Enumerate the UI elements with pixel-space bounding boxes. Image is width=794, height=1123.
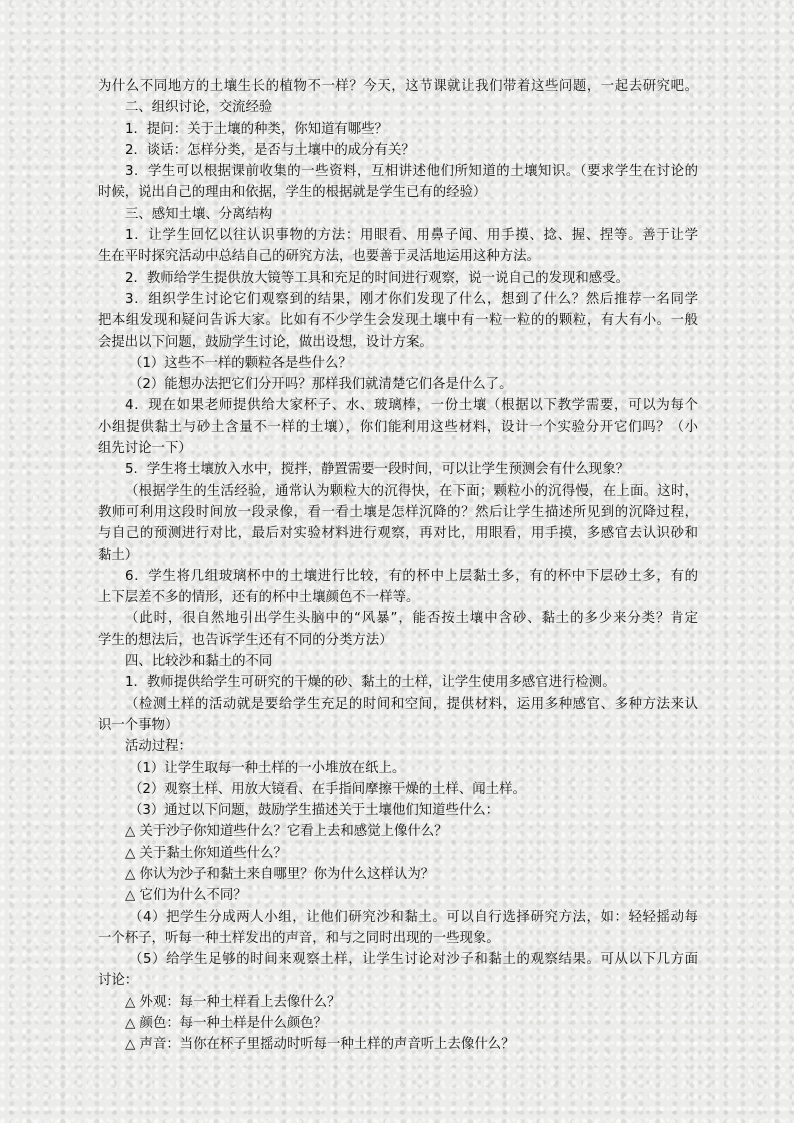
text-line: 教师可利用这段时间放一段录像，看一看土壤是怎样沉降的？然后让学生描述所见到的沉降过程， [98,504,698,520]
text-line: 为什么不同地方的土壤生长的植物不一样？今天，这节课就让我们带着这些问题，一起去研究吧。 [98,79,698,94]
text-line: 把本组发现和疑问告诉大家。比如有不少学生会发现土壤中有一粒一粒的的颗粒，有大有小。一般 [98,313,698,329]
text-line: 学生的想法后，也告诉学生还有不同的分类方法） [98,632,393,648]
text-line: （2）观察土样、用放大镜看、在手指间摩擦干燥的土样、闻土样。 [129,781,526,797]
text-line: （2）能想办法把它们分开吗？那样我们就清楚它们各是什么了。 [129,377,513,393]
text-line: 小组提供黏土与砂土含量不一样的土壤），你们能利用这些材料，设计一个实验分开它们吗？（小 [98,419,698,435]
text-line: 一个杯子，听每一种土样发出的声音，和与之同时出现的一些现象。 [98,930,500,946]
text-line: （5）给学生足够的时间来观察土样，让学生讨论对沙子和黏土的观察结果。可从以下几方面 [129,952,698,968]
text-line: 2．教师给学生提供放大镜等工具和充足的时间进行观察，说一说自己的发现和感受。 [125,270,629,286]
text-line: 四、比较沙和黏土的不同 [125,654,273,670]
text-line: 3．学生可以根据课前收集的一些资料，互相讲述他们所知道的土壤知识。（要求学生在讨论的 [125,164,698,180]
text-line: 4．现在如果老师提供给大家杯子、水、玻璃棒，一份土壤（根据以下教学需要，可以为每个 [125,398,698,414]
text-line: 讨论： [98,973,139,989]
text-line: （1）这些不一样的颗粒各是些什么？ [129,355,352,371]
text-line: △ 它们为什么不同？ [125,888,247,904]
text-line: △ 外观：每一种土样看上去像什么？ [125,994,341,1010]
text-line: 识一个事物） [98,717,179,733]
text-line: （1）让学生取每一种土样的一小堆放在纸上。 [129,760,406,776]
document-page [98,76,698,1056]
text-line: 与自己的预测进行对比，最后对实验材料进行观察，再对比，用眼看，用手摸，多感官去认识砂和 [98,526,698,542]
text-line: 6．学生将几组玻璃杯中的土壤进行比较，有的杯中上层黏土多，有的杯中下层砂土多，有的 [125,568,698,584]
text-line: 组先讨论一下） [98,441,192,457]
text-line: 5．学生将土壤放入水中，搅拌，静置需要一段时间，可以让学生预测会有什么现象？ [125,462,629,478]
text-line: △ 你认为沙子和黏土来自哪里？你为什么这样认为？ [125,866,435,882]
text-line: △ 关于沙子你知道些什么？它看上去和感觉上像什么？ [125,824,448,840]
text-line: （检测土样的活动就是要给学生充足的时间和空间，提供材料，运用多种感官、多种方法来认 [125,696,698,712]
text-line: 时候，说出自己的理由和依据，学生的根据就是学生已有的经验） [98,185,487,201]
text-line: 1．教师提供给学生可研究的干燥的砂、黏土的土样，让学生使用多感官进行检测。 [125,675,616,691]
text-line: 2．谈话：怎样分类，是否与土壤中的成分有关？ [125,142,415,158]
text-line: （根据学生的生活经验，通常认为颗粒大的沉得快，在下面；颗粒小的沉得慢，在上面。这时， [125,483,698,499]
text-line: （3）通过以下问题，鼓励学生描述关于土壤他们知道些什么： [129,803,500,819]
text-line: △ 声音：当你在杯子里摇动时听每一种土样的声音听上去像什么？ [125,1037,515,1053]
text-line: 上下层差不多的情形，还有的杯中土壤颜色不一样等。 [98,590,420,606]
text-line: 二、组织讨论，交流经验 [125,100,273,116]
text-line: △ 颜色：每一种土样是什么颜色？ [125,1016,328,1032]
text-line: 黏土） [98,547,139,563]
text-line: 三、感知土壤、分离结构 [125,206,273,222]
text-line: △ 关于黏土你知道些什么？ [125,845,287,861]
text-line: 生在平时探究活动中总结自己的研究方法，也要善于灵活地运用这种方法。 [98,249,540,265]
text-line: 1．提问：关于土壤的种类，你知道有哪些？ [125,121,388,137]
text-line: （4）把学生分成两人小组，让他们研究沙和黏土。可以自行选择研究方法，如：轻轻摇动每 [129,909,698,925]
text-line: （此时，很自然地引出学生头脑中的“风暴”，能否按土壤中含砂、黏土的多少来分类？肯定 [125,611,698,627]
text-line: 活动过程： [125,739,192,755]
text-line: 会提出以下问题，鼓励学生讨论，做出设想，设计方案。 [98,334,433,350]
text-line: 1．让学生回忆以往认识事物的方法：用眼看、用鼻子闻、用手摸、捻、握、捏等。善于让学 [125,228,698,244]
text-line: 3．组织学生讨论它们观察到的结果，刚才你们发现了什么，想到了什么？然后推荐一名同学 [125,291,698,307]
